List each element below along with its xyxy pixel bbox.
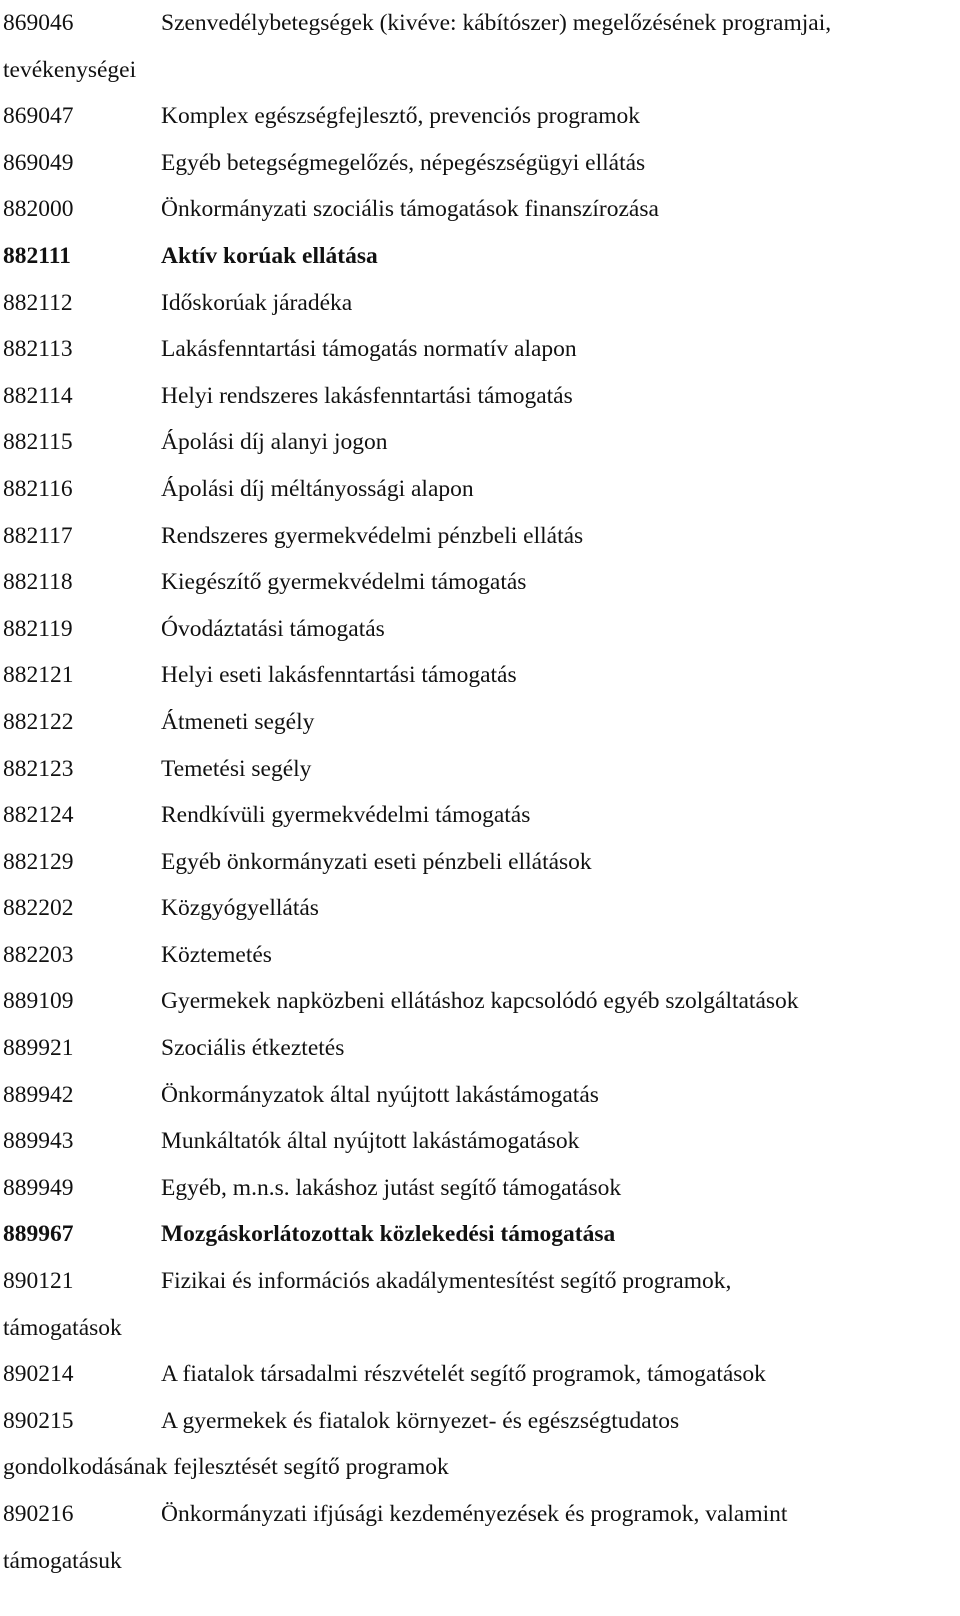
activity-code: 882124	[3, 802, 74, 829]
activity-description: A fiatalok társadalmi részvételét segítő programok, támogatások	[161, 1361, 766, 1388]
list-item-line	[3, 885, 953, 932]
activity-description: Aktív korúak ellátása	[161, 242, 378, 269]
list-item	[3, 652, 953, 699]
activity-code: 889949	[3, 1174, 74, 1201]
list-item-line	[3, 93, 953, 140]
activity-description: Temetési segély	[161, 755, 312, 782]
list-item	[3, 373, 953, 420]
activity-description: Ápolási díj méltányossági alapon	[161, 475, 474, 502]
list-item-line	[3, 652, 953, 699]
list-item-line	[3, 606, 953, 653]
activity-code: 882122	[3, 708, 74, 735]
activity-description: Szenvedélybetegségek (kivéve: kábítószer) megelőzésének programjai,	[161, 10, 832, 36]
activity-description: Ápolási díj alanyi jogon	[161, 429, 388, 456]
list-item	[3, 326, 953, 373]
activity-code: 869049	[3, 149, 74, 176]
activity-code: 889967	[3, 1221, 74, 1248]
activity-description: Mozgáskorlátozottak közlekedési támogatása	[161, 1221, 616, 1248]
list-item-line	[3, 1398, 953, 1445]
list-item	[3, 792, 953, 839]
list-item	[3, 978, 953, 1025]
activity-description: Rendszeres gyermekvédelmi pénzbeli ellátás	[161, 522, 584, 549]
list-item	[3, 1398, 953, 1491]
activity-code: 890214	[3, 1361, 74, 1388]
activity-description: Rendkívüli gyermekvédelmi támogatás	[161, 802, 531, 829]
activity-code: 882202	[3, 895, 74, 922]
activity-code: 889921	[3, 1035, 74, 1062]
activity-description: Önkormányzati ifjúsági kezdeményezések és programok, valamint	[161, 1501, 788, 1527]
activity-code: 882111	[3, 242, 71, 269]
activity-description: Fizikai és információs akadálymentesítést segítő programok,	[161, 1268, 732, 1295]
list-item	[3, 280, 953, 327]
activity-code: 882118	[3, 569, 73, 596]
list-item-line	[3, 978, 953, 1025]
list-item-line	[3, 792, 953, 839]
activity-code-list	[3, 0, 953, 1584]
activity-code: 869046	[3, 10, 74, 36]
list-item	[3, 140, 953, 187]
activity-code: 890215	[3, 1407, 74, 1434]
activity-description: A gyermekek és fiatalok környezet- és egészségtudatos	[161, 1407, 680, 1434]
list-item-line	[3, 326, 953, 373]
activity-code: 882203	[3, 941, 74, 968]
list-item-line	[3, 932, 953, 979]
list-item-line	[3, 559, 953, 606]
list-item-line	[3, 1491, 953, 1538]
list-item	[3, 466, 953, 513]
activity-description: Időskorúak járadéka	[161, 289, 353, 316]
list-item	[3, 839, 953, 886]
activity-description: Köztemetés	[161, 941, 272, 968]
activity-code: 882119	[3, 615, 73, 642]
list-item	[3, 1491, 953, 1584]
list-item	[3, 1072, 953, 1119]
activity-description: Önkormányzatok által nyújtott lakástámogatás	[161, 1081, 599, 1108]
list-item-line	[3, 839, 953, 886]
activity-code: 889109	[3, 988, 74, 1015]
activity-description: Egyéb betegségmegelőzés, népegészségügyi ellátás	[161, 149, 646, 176]
activity-code: 882112	[3, 289, 73, 316]
list-item	[3, 1211, 953, 1258]
list-item	[3, 1351, 953, 1398]
list-item-line	[3, 699, 953, 746]
activity-code: 882000	[3, 196, 74, 223]
activity-description: Közgyógyellátás	[161, 895, 319, 922]
list-item	[3, 1258, 953, 1351]
activity-code: 890121	[3, 1268, 74, 1295]
activity-code: 869047	[3, 103, 74, 130]
activity-description: Kiegészítő gyermekvédelmi támogatás	[161, 569, 527, 596]
activity-code: 882129	[3, 848, 74, 875]
list-item	[3, 1118, 953, 1165]
list-item-line	[3, 1258, 953, 1305]
activity-code: 882114	[3, 382, 73, 409]
activity-code: 882117	[3, 522, 73, 549]
list-item-line	[3, 1025, 953, 1072]
list-item	[3, 419, 953, 466]
list-item-line	[3, 1351, 953, 1398]
list-item	[3, 0, 953, 93]
activity-description: Óvodáztatási támogatás	[161, 615, 385, 642]
list-item	[3, 932, 953, 979]
activity-description: Munkáltatók által nyújtott lakástámogatások	[161, 1128, 580, 1155]
list-item-line	[3, 1118, 953, 1165]
activity-description: Komplex egészségfejlesztő, prevenciós programok	[161, 103, 640, 130]
list-item-line	[3, 466, 953, 513]
activity-description: Önkormányzati szociális támogatások finanszírozása	[161, 196, 659, 223]
activity-description: Helyi rendszeres lakásfenntartási támogatás	[161, 382, 573, 409]
activity-description-continuation: támogatások	[3, 1314, 122, 1341]
activity-description: Egyéb, m.n.s. lakáshoz jutást segítő támogatások	[161, 1174, 622, 1201]
list-item-line	[3, 140, 953, 187]
activity-description-continuation: tevékenységei	[3, 56, 137, 83]
list-item	[3, 186, 953, 233]
list-item	[3, 1165, 953, 1212]
activity-description: Gyermekek napközbeni ellátáshoz kapcsolódó egyéb szolgáltatások	[161, 988, 799, 1015]
list-item	[3, 1025, 953, 1072]
activity-description: Helyi eseti lakásfenntartási támogatás	[161, 662, 517, 689]
activity-description: Szociális étkeztetés	[161, 1035, 345, 1062]
list-item-line	[3, 373, 953, 420]
list-item	[3, 746, 953, 793]
activity-code: 882123	[3, 755, 74, 782]
list-item-line	[3, 1072, 953, 1119]
list-item-line	[3, 419, 953, 466]
list-item-line	[3, 513, 953, 560]
activity-code: 890216	[3, 1501, 74, 1527]
activity-description: Átmeneti segély	[161, 708, 315, 735]
list-item	[3, 606, 953, 653]
list-item	[3, 233, 953, 280]
activity-code: 882116	[3, 475, 73, 502]
list-item-line	[3, 280, 953, 327]
activity-description: Egyéb önkormányzati eseti pénzbeli ellátások	[161, 848, 592, 875]
activity-code: 889942	[3, 1081, 74, 1108]
list-item-line	[3, 1211, 953, 1258]
list-item	[3, 699, 953, 746]
list-item-line	[3, 186, 953, 233]
activity-code: 882121	[3, 662, 74, 689]
list-item	[3, 885, 953, 932]
list-item-line	[3, 1165, 953, 1212]
list-item-line	[3, 746, 953, 793]
list-item	[3, 513, 953, 560]
activity-code: 882115	[3, 429, 73, 456]
list-item	[3, 559, 953, 606]
list-item-line	[3, 233, 953, 280]
list-item	[3, 93, 953, 140]
list-item-line	[3, 0, 953, 47]
activity-description-continuation: támogatásuk	[3, 1547, 122, 1574]
activity-code: 889943	[3, 1128, 74, 1155]
activity-description: Lakásfenntartási támogatás normatív alapon	[161, 336, 577, 363]
activity-description-continuation: gondolkodásának fejlesztését segítő programok	[3, 1454, 449, 1481]
activity-code: 882113	[3, 336, 73, 363]
